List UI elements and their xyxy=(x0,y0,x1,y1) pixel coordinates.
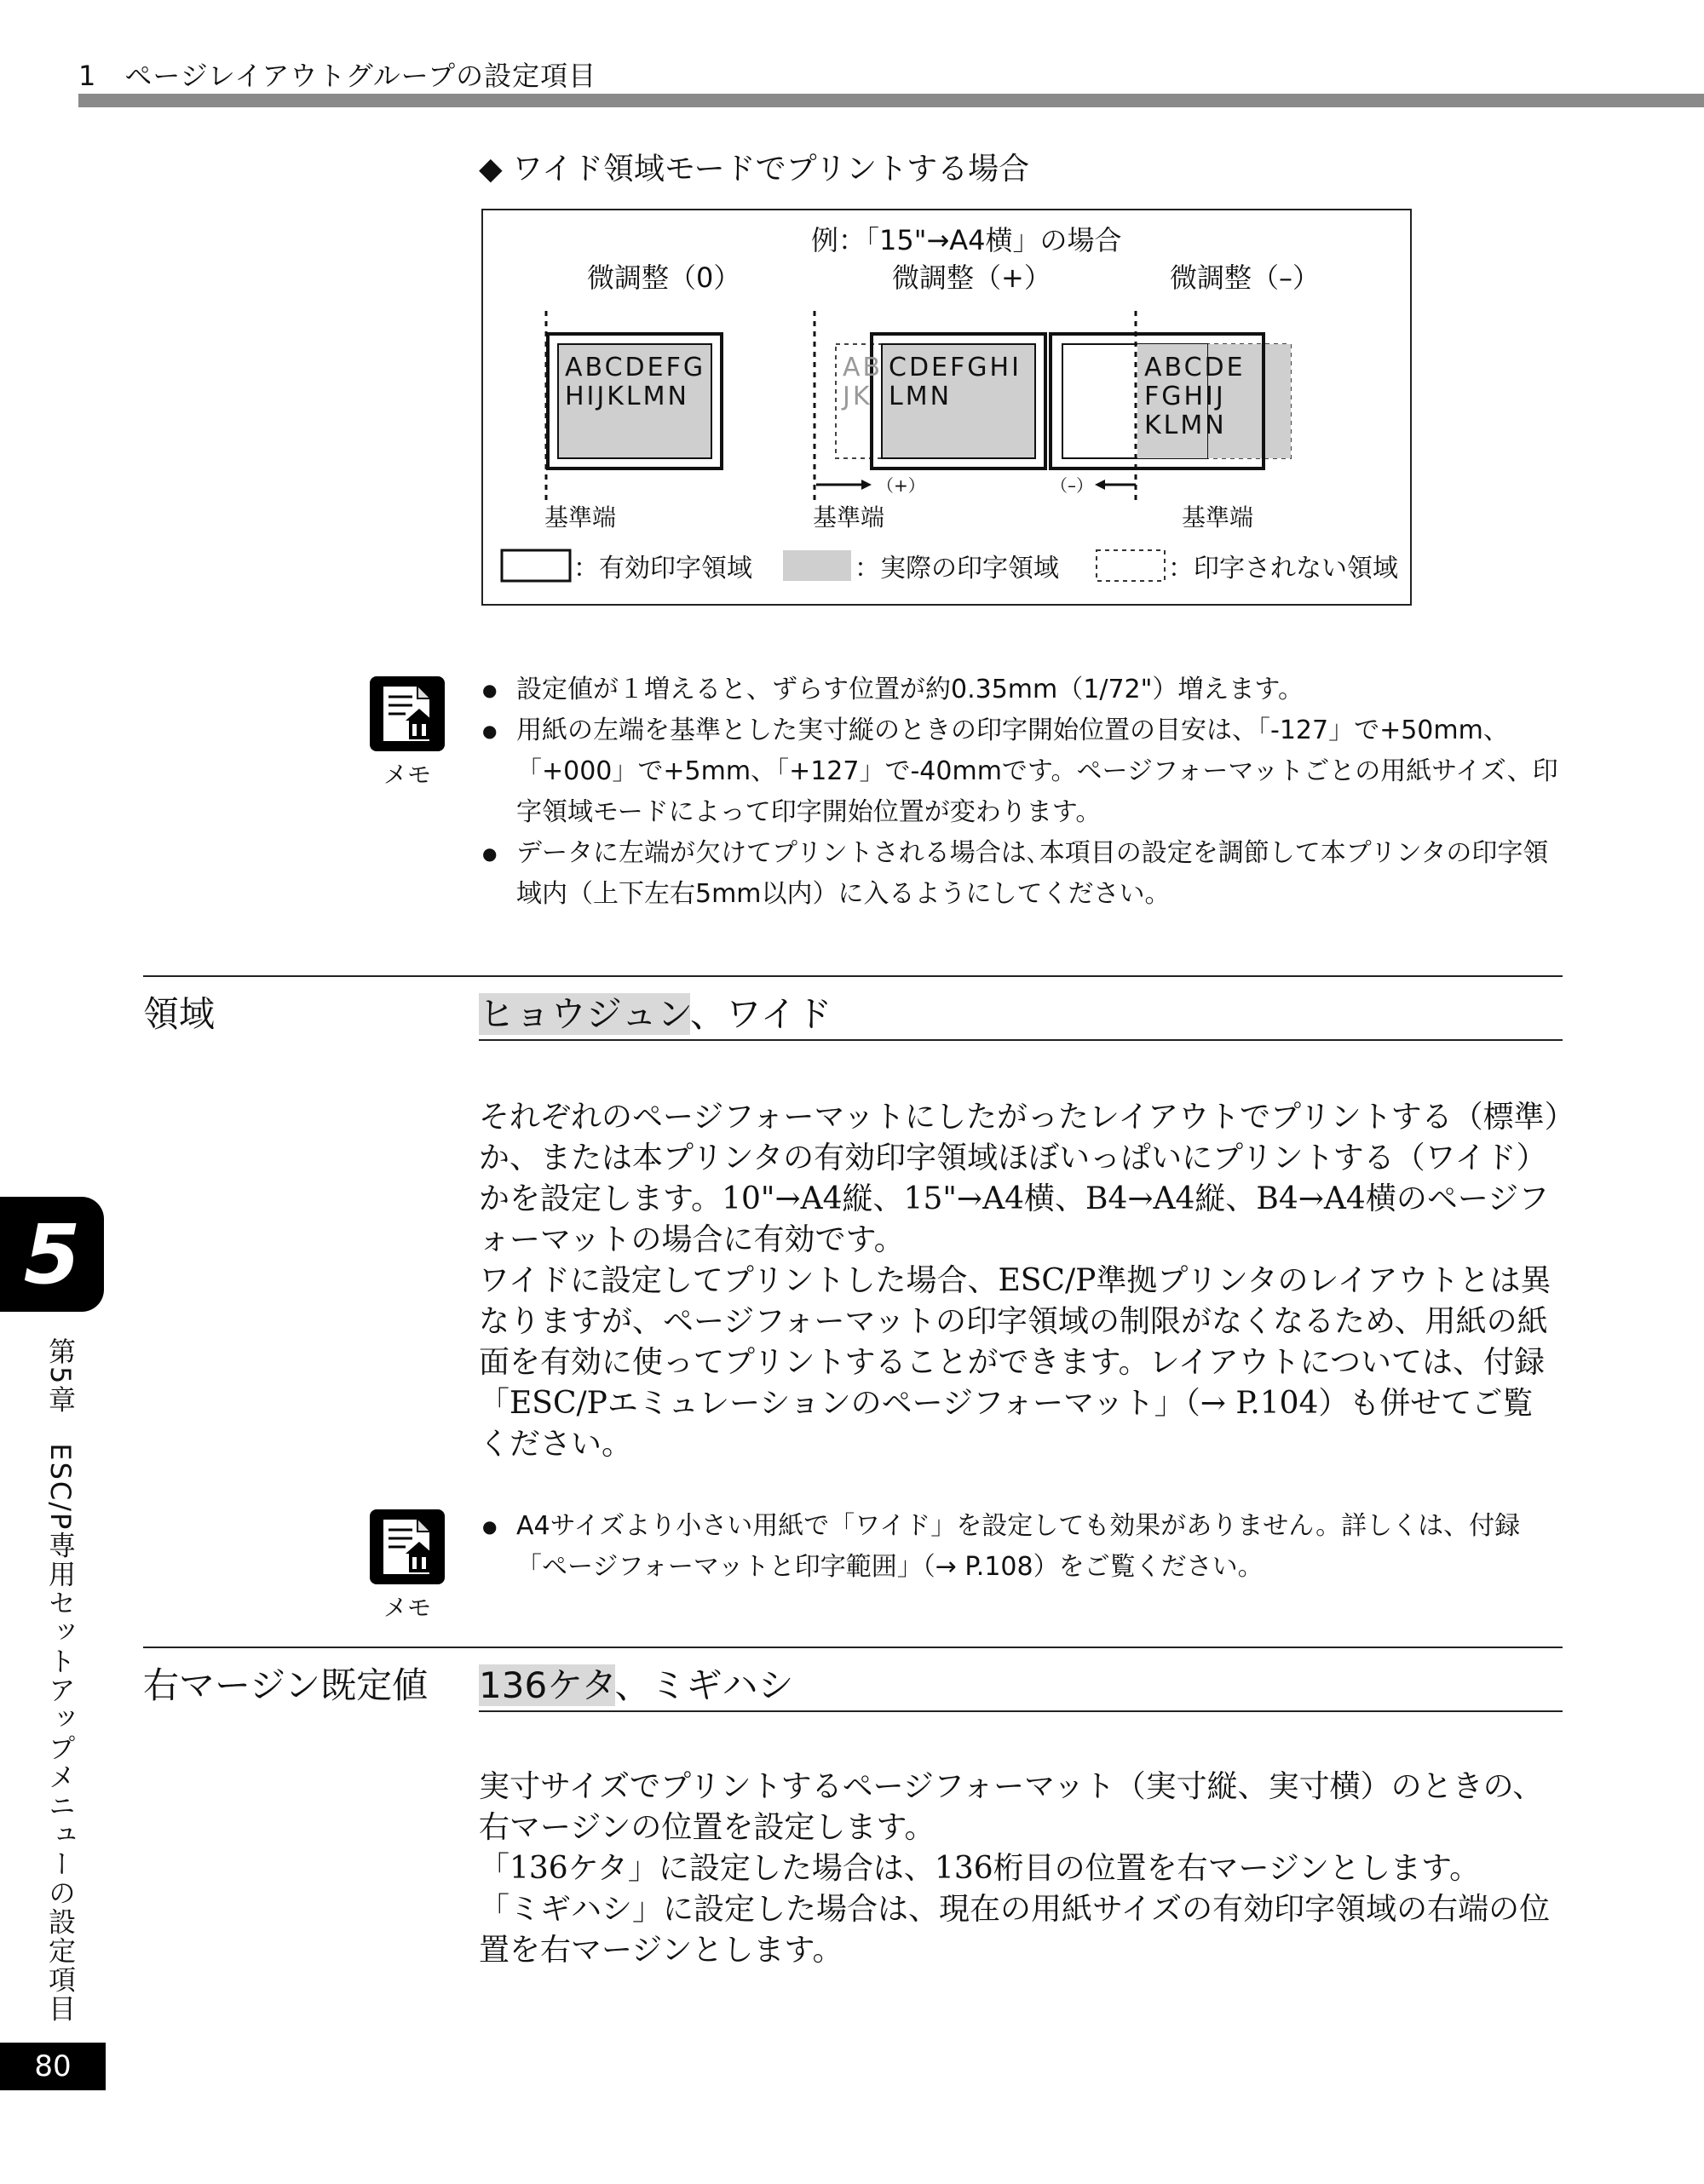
page-number: 80 xyxy=(0,2043,106,2090)
panel-2-title: 微調整（–） xyxy=(1170,262,1321,294)
panel-1-ghost-line1: AB xyxy=(843,353,884,382)
panel-2-text-line2: FGHIJ xyxy=(1144,382,1226,411)
panel-2-arrow-label: （–） xyxy=(1051,475,1093,496)
chapter-side-title: 第5章 ESC/P専用セットアップメニューの設定項目 xyxy=(44,1337,77,2024)
panel-2-text-line1: ABCDE xyxy=(1144,353,1246,382)
setting-2-paragraph: 実寸サイズでプリントするページフォーマット（実寸縦、実寸横）のときの、右マージンの位置を設定します。 xyxy=(479,1769,1544,1845)
panel-0-base-label: 基準端 xyxy=(544,503,617,532)
setting-1-top-rule xyxy=(143,975,1563,977)
chapter-number: 5 xyxy=(23,1206,81,1302)
setting-2-paragraph: 「ミギハシ」に設定した場合は、現在の用紙サイズの有効印字領域の右端の位置を右マージンとします。 xyxy=(479,1892,1551,1968)
panel-1-title: 微調整（+） xyxy=(892,262,1051,294)
memo-1-item: ● 用紙の左端を基準とした実寸縦のときの印字開始位置の目安は、「-127」で+50mm、「+000」で+5mm、「+127」で-40mmです。ページフォーマットごとの用紙サイズ、印字領域モードによって印字開始位置が変わります。 xyxy=(479,710,1563,833)
diagram-legend xyxy=(502,550,1398,583)
setting-1-default-value: ヒョウジュン xyxy=(479,993,690,1035)
legend-not-printed-label: ：印字されない領域 xyxy=(1168,554,1398,583)
memo-1-item: ● データに左端が欠けてプリントされる場合は､本項目の設定を調節して本プリンタの印字領域内（上下左右5mm以内）に入るようにしてください。 xyxy=(479,833,1563,915)
panel-1-text-line2: LMN xyxy=(889,382,953,411)
panel-0-title: 微調整（0） xyxy=(587,262,741,294)
memo-2-item: ● A4サイズより小さい用紙で「ワイド」を設定しても効果がありません。詳しくは、付録「ページフォーマットと印字範囲」（→ P.108）をご覧ください。 xyxy=(479,1506,1563,1588)
setting-1-description xyxy=(479,1097,1563,1465)
panel-2-base-label: 基準端 xyxy=(1182,503,1254,532)
setting-1-value-rule xyxy=(479,1039,1563,1041)
legend-actual-label: ：実際の印字領域 xyxy=(855,554,1059,583)
diagram-figure xyxy=(481,209,1412,606)
panel-2 xyxy=(1051,311,1291,532)
setting-2-value-rule xyxy=(479,1710,1563,1712)
panel-1-text-line1: CDEFGHI xyxy=(889,353,1022,382)
panel-1-base-label: 基準端 xyxy=(813,503,885,532)
header-rule xyxy=(78,94,1704,107)
setting-2-description xyxy=(479,1767,1563,1971)
memo-2 xyxy=(368,1508,446,1624)
panel-0-text-line2: HIJKLMN xyxy=(565,382,689,411)
panel-2-text-line3: KLMN xyxy=(1144,411,1227,440)
setting-1-values xyxy=(479,986,832,1037)
setting-2-other-values: 、ミギハシ xyxy=(614,1664,794,1706)
memo-1-list xyxy=(479,670,1563,915)
diagram-heading: ◆ ワイド領域モードでプリントする場合 xyxy=(479,152,1030,187)
legend-actual-swatch xyxy=(783,550,851,581)
memo-icon xyxy=(368,1508,446,1586)
running-head: 1 ページレイアウトグループの設定項目 xyxy=(78,60,597,92)
legend-valid-swatch xyxy=(502,550,570,581)
panel-0-text-line1: ABCDEFG xyxy=(565,353,706,382)
panel-0 xyxy=(544,311,722,532)
legend-not-printed-swatch xyxy=(1097,550,1165,581)
panel-1-arrow-label: （+） xyxy=(877,475,925,496)
panel-1-ghost-line2: JK xyxy=(843,382,872,411)
setting-2-values xyxy=(479,1658,794,1709)
memo-2-list xyxy=(479,1506,1563,1588)
memo-icon xyxy=(368,675,446,753)
setting-1-label: 領域 xyxy=(143,993,216,1035)
memo-1-item: ● 設定値が１増えると、ずらす位置が約0.35mm（1/72"）増えます。 xyxy=(479,670,1563,710)
memo-1 xyxy=(368,675,446,790)
setting-2-label: 右マージン既定値 xyxy=(143,1664,429,1706)
setting-2-paragraph: 「136ケタ」に設定した場合は、136桁目の位置を右マージンとします。 xyxy=(479,1851,1481,1886)
setting-1-paragraph: ワイドに設定してプリントした場合、ESC/P準拠プリンタのレイアウトとは異なりますが、ページフォーマットの印字領域の制限がなくなるため、用紙の紙面を有効に使ってプリントすることができます。レイアウトについては、付録「ESC/Pエミュレーションのページフォーマット」（→ P.104）も併せてご覧ください。 xyxy=(479,1263,1551,1462)
legend-valid-label: ：有効印字領域 xyxy=(573,554,752,583)
setting-2-default-value: 136ケタ xyxy=(479,1664,615,1706)
memo-2-label: メモ xyxy=(383,1594,431,1622)
setting-1-paragraph: それぞれのページフォーマットにしたがったレイアウトでプリントする（標準）か、または本プリンタの有効印字領域ほぼいっぱいにプリントする（ワイド）かを設定します。10"→A4縦、15"→A4横、B4→A4縦、B4→A4横のページフォーマットの場合に有効です。 xyxy=(479,1100,1560,1257)
setting-1-other-values: 、ワイド xyxy=(689,993,832,1035)
setting-2-top-rule xyxy=(143,1647,1563,1648)
diagram-svg xyxy=(483,210,1413,607)
diagram-example-title: 例：「15"→A4横」の場合 xyxy=(811,224,1122,256)
memo-1-label: メモ xyxy=(383,761,431,789)
panel-1 xyxy=(813,311,1045,532)
